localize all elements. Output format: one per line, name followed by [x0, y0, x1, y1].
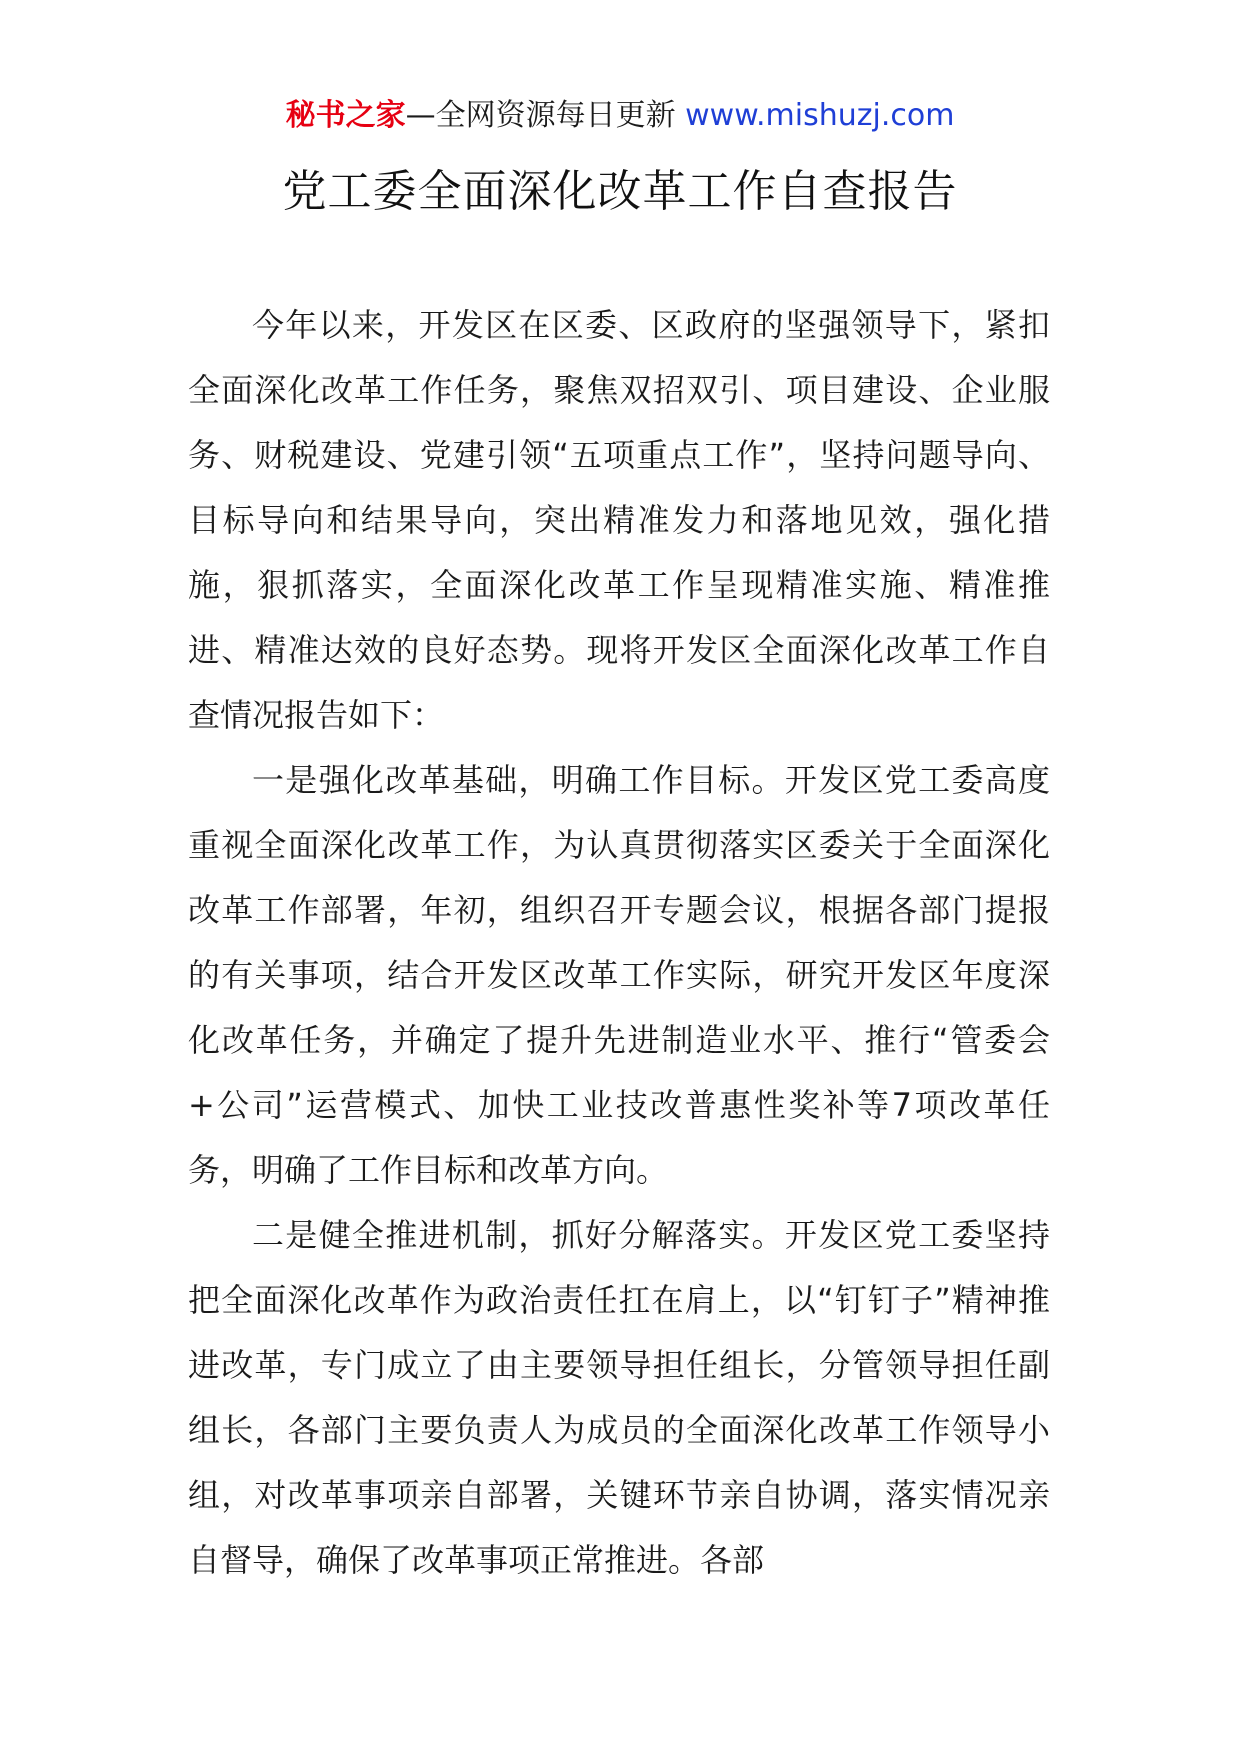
site-slogan: —全网资源每日更新: [405, 98, 686, 133]
paragraph-intro: 今年以来，开发区在区委、区政府的坚强领导下，紧扣全面深化改革工作任务，聚焦双招双引、项目建设、企业服务、财税建设、党建引领“五项重点工作”，坚持问题导向、目标导向和结果导向，突出精准发力和落地见效，强化措施，狠抓落实，全面深化改革工作呈现精准实施、精准推进、精准达效的良好态势。现将开发区全面深化改革工作自查情况报告如下：: [188, 306, 1050, 734]
site-url-link[interactable]: www.mishuzj.com: [685, 98, 955, 133]
site-header: [0, 96, 1240, 136]
paragraph-point-two: 二是健全推进机制，抓好分解落实。开发区党工委坚持把全面深化改革作为政治责任扛在肩上，以“钉钉子”精神推进改革，专门成立了由主要领导担任组长，分管领导担任副组长，各部门主要负责人为成员的全面深化改革工作领导小组，对改革事项亲自部署，关键环节亲自协调，落实情况亲自督导，确保了改革事项正常推进。各部: [188, 1216, 1050, 1579]
site-brand: 秘书之家: [285, 98, 406, 133]
document-title: 党工委全面深化改革工作自查报告: [282, 166, 958, 217]
paragraph-point-one: 一是强化改革基础，明确工作目标。开发区党工委高度重视全面深化改革工作，为认真贯彻落实区委关于全面深化改革工作部署，年初，组织召开专题会议，根据各部门提报的有关事项，结合开发区改革工作实际，研究开发区年度深化改革任务，并确定了提升先进制造业水平、推行“管委会+公司”运营模式、加快工业技改普惠性奖补等7项改革任务，明确了工作目标和改革方向。: [188, 761, 1050, 1189]
document-body: [188, 293, 1050, 1593]
